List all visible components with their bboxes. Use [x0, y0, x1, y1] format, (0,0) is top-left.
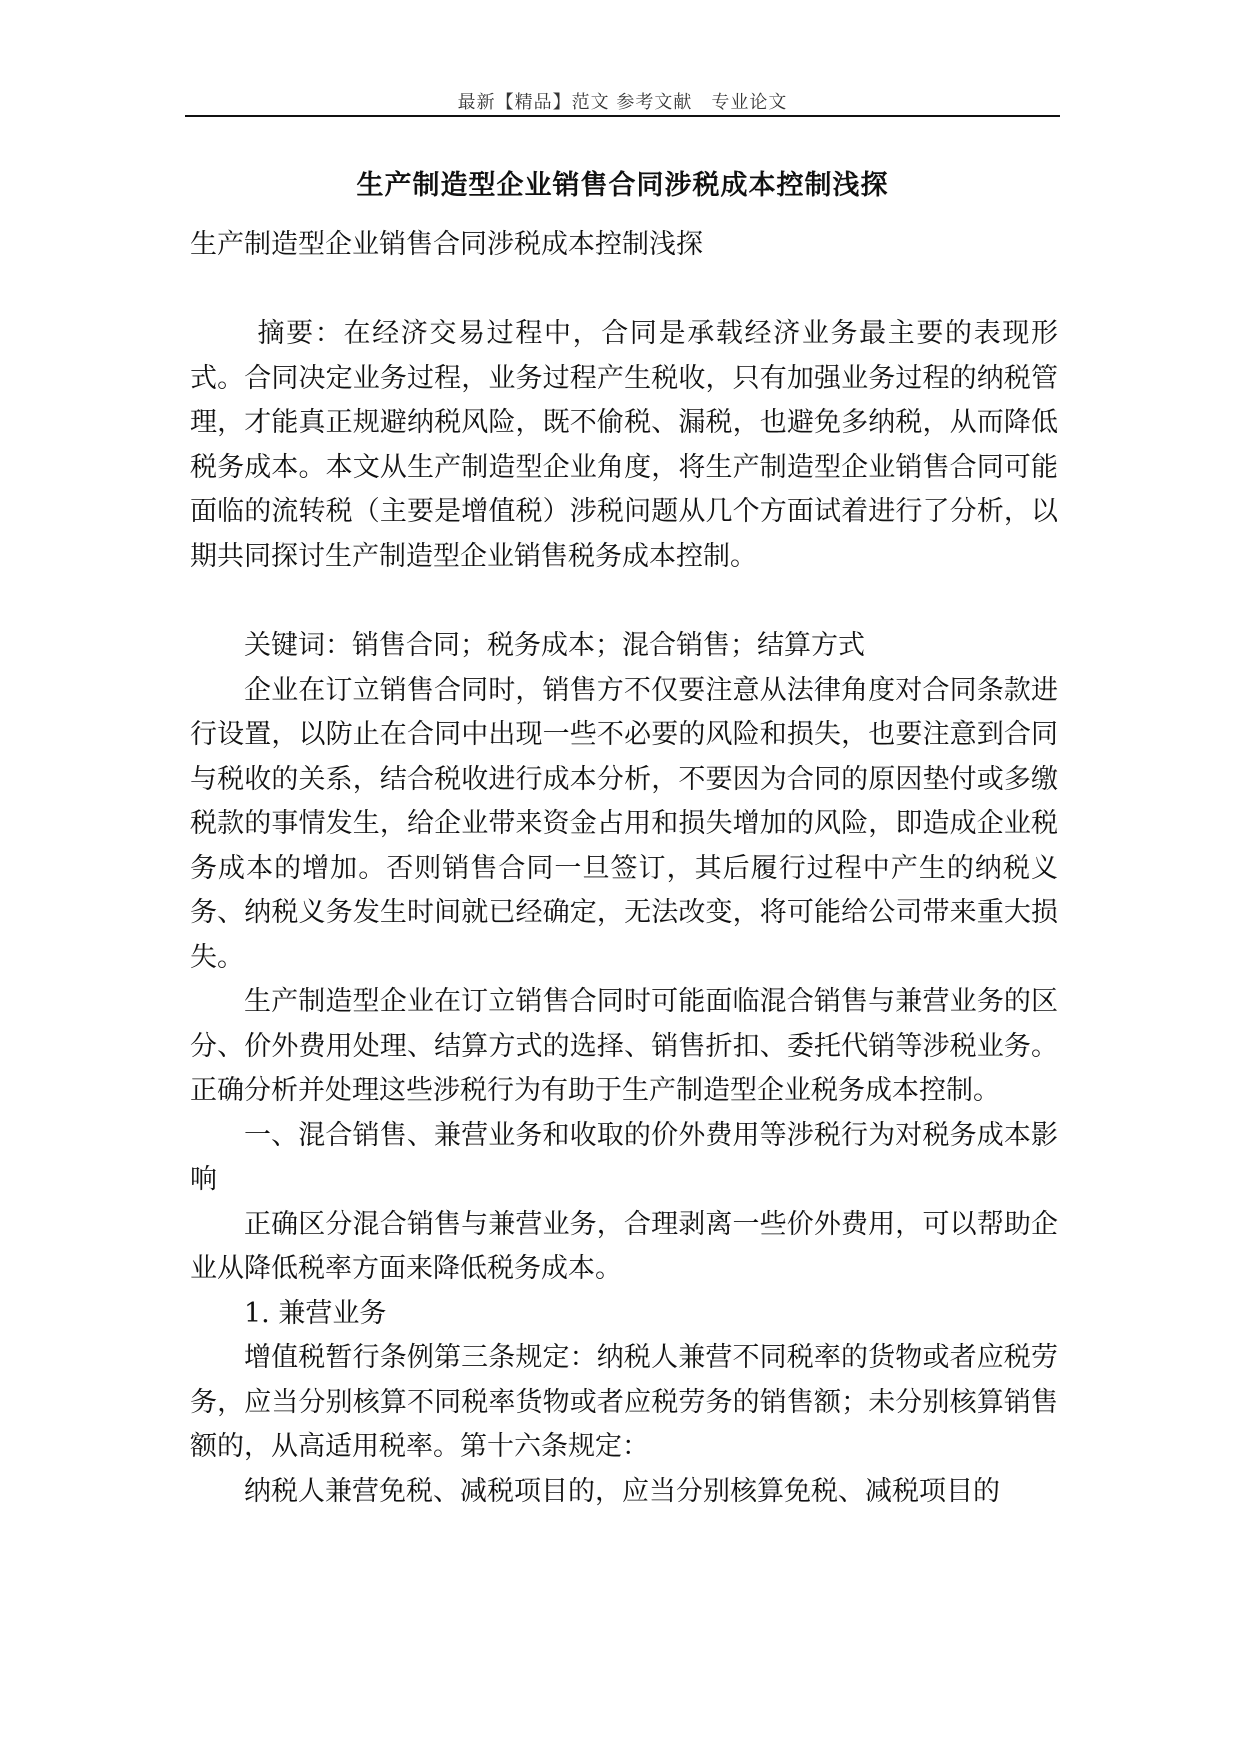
- body-paragraph: 纳税人兼营免税、减税项目的，应当分别核算免税、减税项目的: [244, 1475, 1000, 1507]
- header-divider: [185, 115, 1060, 117]
- body-paragraph: 增值税暂行条例第三条规定：纳税人兼营不同税率的货物或者应税劳务，应当分别核算不同税率货物或者应税劳务的销售额；未分别核算销售额的，从高适用税率。第十六条规定：: [190, 1342, 1058, 1462]
- keywords-line: 关键词：销售合同；税务成本；混合销售；结算方式: [244, 630, 865, 661]
- document-body: [190, 312, 1058, 1514]
- subsection-heading: 1. 兼营业务: [244, 1297, 387, 1329]
- section-heading: 一、混合销售、兼营业务和收取的价外费用等涉税行为对税务成本影响: [190, 1119, 1058, 1195]
- body-paragraph: 正确区分混合销售与兼营业务，合理剥离一些价外费用，可以帮助企业从降低税率方面来降低税务成本。: [190, 1208, 1058, 1284]
- body-paragraph: 企业在订立销售合同时，销售方不仅要注意从法律角度对合同条款进行设置，以防止在合同中出现一些不必要的风险和损失，也要注意到合同与税收的关系，结合税收进行成本分析，不要因为合同的原因垫付或多缴税款的事情发生，给企业带来资金占用和损失增加的风险，即造成企业税务成本的增加。否则销售合同一旦签订，其后履行过程中产生的纳税义务、纳税义务发生时间就已经确定，无法改变，将可能给公司带来重大损失。: [190, 674, 1058, 973]
- page-header: 最新【精品】范文 参考文献 专业论文: [457, 92, 788, 113]
- document-title: 生产制造型企业销售合同涉税成本控制浅探: [356, 170, 889, 201]
- document-subtitle: 生产制造型企业销售合同涉税成本控制浅探: [190, 229, 703, 260]
- body-paragraph: 生产制造型企业在订立销售合同时可能面临混合销售与兼营业务的区分、价外费用处理、结算方式的选择、销售折扣、委托代销等涉税业务。正确分析并处理这些涉税行为有助于生产制造型企业税务成本控制。: [190, 986, 1058, 1106]
- abstract-paragraph: 摘要：在经济交易过程中，合同是承载经济业务最主要的表现形式。合同决定业务过程，业务过程产生税收，只有加强业务过程的纳税管理，才能真正规避纳税风险，既不偷税、漏税，也避免多纳税，从而降低税务成本。本文从生产制造型企业角度，将生产制造型企业销售合同可能面临的流转税（主要是增值税）涉税问题从几个方面试着进行了分析，以期共同探讨生产制造型企业销售税务成本控制。: [190, 318, 1058, 572]
